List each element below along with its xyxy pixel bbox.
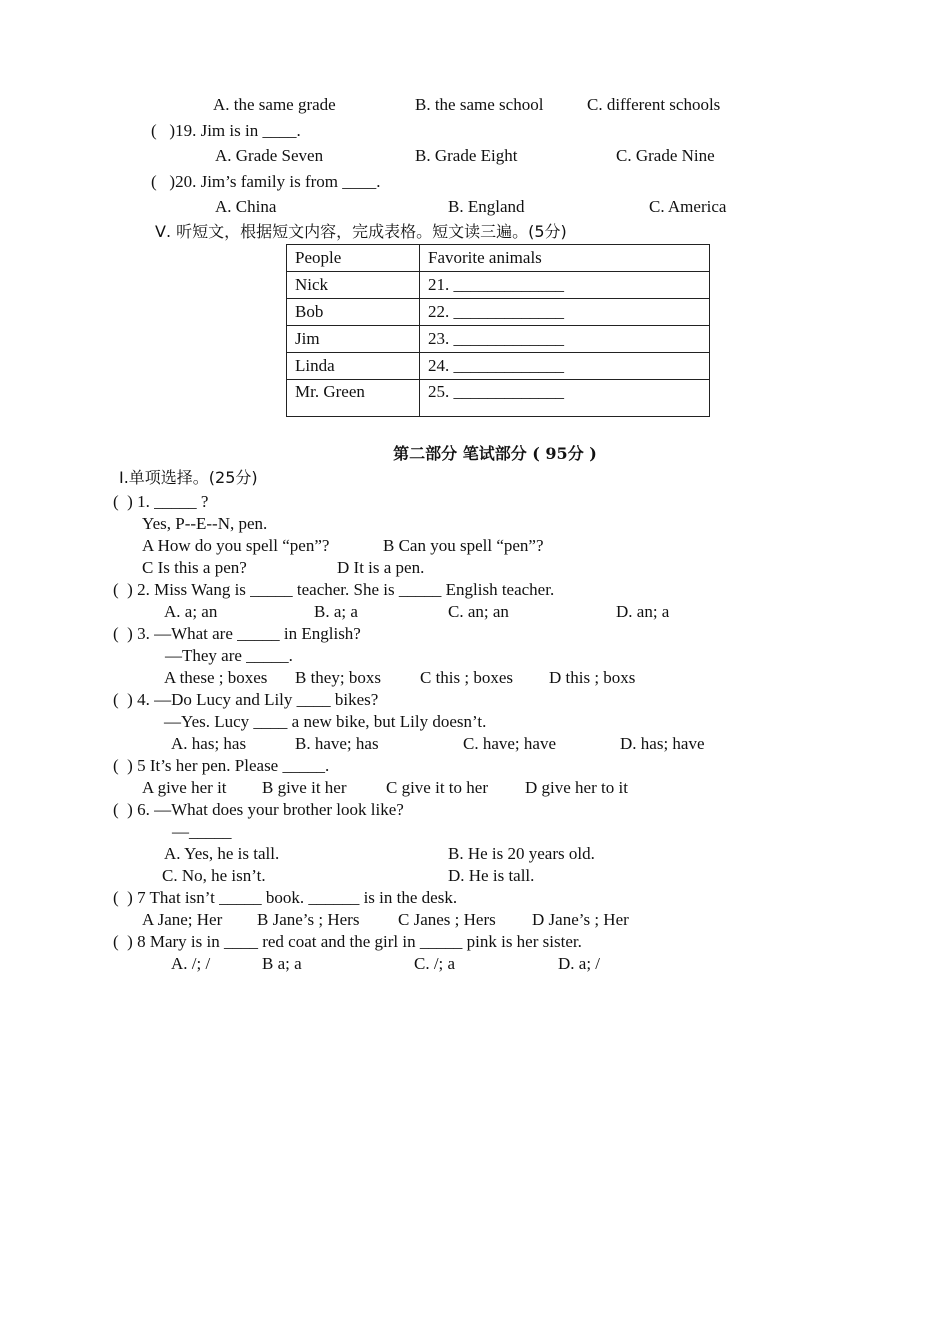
table-header-row: [287, 245, 710, 272]
q2-option-a: A. a; an: [164, 602, 218, 621]
q18-option-c: C. different schools: [587, 95, 721, 114]
answer-blank-cell: 24. _____________: [420, 353, 710, 380]
table-row: [287, 299, 710, 326]
q1-option-a: A How do you spell “pen”?: [142, 536, 330, 555]
q19-stem: ( )19. Jim is in ____.: [151, 121, 301, 140]
q8-stem: ( ) 8 Mary is in ____ red coat and the girl in _____ pink is her sister.: [113, 932, 582, 951]
section-1-title: Ⅰ.单项选择。(25分): [119, 468, 258, 487]
q1-stem: ( ) 1. _____ ?: [113, 492, 209, 511]
q5-option-a: A give her it: [142, 778, 227, 797]
q2-option-b: B. a; a: [314, 602, 358, 621]
q5-option-c: C give it to her: [386, 778, 488, 797]
q1-option-b: B Can you spell “pen”?: [383, 536, 544, 555]
q7-option-a: A Jane; Her: [142, 910, 223, 929]
table-row: [287, 326, 710, 353]
q3-option-d: D this ; boxs: [549, 668, 636, 687]
header-people: People: [287, 245, 420, 272]
q8-option-d: D. a; /: [558, 954, 601, 973]
q1-reply: Yes, P--E--N, pen.: [142, 514, 268, 533]
q4-stem: ( ) 4. —Do Lucy and Lily ____ bikes?: [113, 690, 379, 709]
q2-stem: ( ) 2. Miss Wang is _____ teacher. She is _____ English teacher.: [113, 580, 555, 599]
header-favorite-animals: Favorite animals: [420, 245, 710, 272]
q5-option-d: D give her to it: [525, 778, 628, 797]
q2-option-d: D. an; a: [616, 602, 670, 621]
q1-option-d: D It is a pen.: [337, 558, 425, 577]
answer-blank-cell: 21. _____________: [420, 272, 710, 299]
q4-reply: —Yes. Lucy ____ a new bike, but Lily doesn’t.: [164, 712, 487, 731]
table-row: [287, 272, 710, 299]
q8-option-a: A. /; /: [171, 954, 211, 973]
q4-option-a: A. has; has: [171, 734, 247, 753]
q5-stem: ( ) 5 It’s her pen. Please _____.: [113, 756, 330, 775]
person-cell: Mr. Green: [287, 380, 420, 417]
q4-option-c: C. have; have: [463, 734, 556, 753]
q1-option-c: C Is this a pen?: [142, 558, 247, 577]
q4-option-b: B. have; has: [295, 734, 379, 753]
q20-stem: ( )20. Jim’s family is from ____.: [151, 172, 381, 191]
favorite-animals-table: [286, 244, 710, 417]
q7-option-d: D Jane’s ; Her: [532, 910, 629, 929]
q20-option-c: C. America: [649, 197, 727, 216]
q8-option-b: B a; a: [262, 954, 302, 973]
q3-option-a: A these ; boxes: [164, 668, 268, 687]
q3-option-c: C this ; boxes: [420, 668, 514, 687]
q19-option-b: B. Grade Eight: [415, 146, 518, 165]
q5-option-b: B give it her: [262, 778, 347, 797]
answer-blank-cell: 23. _____________: [420, 326, 710, 353]
part-2-title: 第二部分 笔试部分 ( 95分 ): [393, 444, 597, 463]
q6-option-a: A. Yes, he is tall.: [164, 844, 280, 863]
person-cell: Bob: [287, 299, 420, 326]
table-row: [287, 353, 710, 380]
person-cell: Nick: [287, 272, 420, 299]
q7-option-b: B Jane’s ; Hers: [257, 910, 360, 929]
q18-option-b: B. the same school: [415, 95, 544, 114]
q6-stem: ( ) 6. —What does your brother look like?: [113, 800, 404, 819]
answer-blank-cell: 25. _____________: [420, 380, 710, 417]
answer-blank-cell: 22. _____________: [420, 299, 710, 326]
q2-option-c: C. an; an: [448, 602, 509, 621]
q19-option-a: A. Grade Seven: [215, 146, 324, 165]
q20-option-a: A. China: [215, 197, 277, 216]
q3-stem: ( ) 3. —What are _____ in English?: [113, 624, 361, 643]
q6-option-c: C. No, he isn’t.: [162, 866, 266, 885]
q6-option-b: B. He is 20 years old.: [448, 844, 595, 863]
person-cell: Jim: [287, 326, 420, 353]
q20-option-b: B. England: [448, 197, 525, 216]
q7-stem: ( ) 7 That isn’t _____ book. ______ is in the desk.: [113, 888, 458, 907]
table-row: [287, 380, 710, 417]
q6-reply: —_____: [172, 822, 232, 841]
q6-option-d: D. He is tall.: [448, 866, 535, 885]
q3-option-b: B they; boxs: [295, 668, 381, 687]
person-cell: Linda: [287, 353, 420, 380]
q8-option-c: C. /; a: [414, 954, 456, 973]
section-5-title: Ⅴ. 听短文，根据短文内容，完成表格。短文读三遍。(5分): [155, 222, 567, 241]
q19-option-c: C. Grade Nine: [616, 146, 715, 165]
q3-reply: —They are _____.: [165, 646, 293, 665]
q18-option-a: A. the same grade: [213, 95, 336, 114]
q4-option-d: D. has; have: [620, 734, 705, 753]
q7-option-c: C Janes ; Hers: [398, 910, 496, 929]
